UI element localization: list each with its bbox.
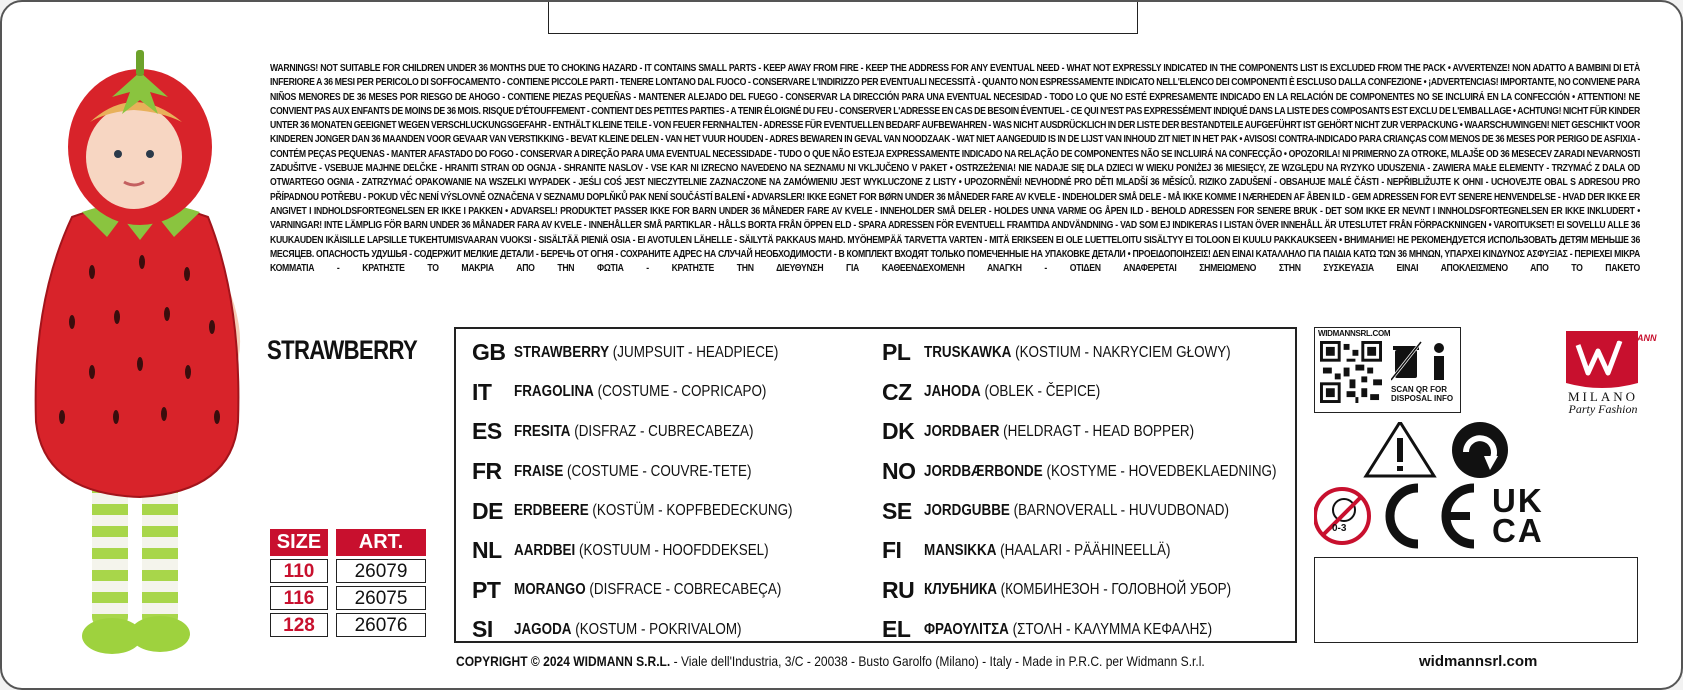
translated-names-box [454,327,1297,643]
lang-row-cz [882,373,1344,413]
lang-name: MORANGO [514,581,586,599]
lang-code: FI [882,537,902,564]
size-value: 116 [270,586,328,610]
art-value: 26079 [336,559,426,583]
lang-code: NO [882,458,916,485]
lang-code: FR [472,458,502,485]
ukca-line2: CA [1492,512,1544,549]
lang-code: RU [882,576,915,603]
lang-name: JAGODA [514,620,572,638]
lang-name: FRESITA [514,422,571,440]
lang-row-fi [882,531,1344,571]
lang-desc: (КОМБИНЕЗОН - ГОЛОВНОЙ УБОР) [996,581,1232,599]
lang-code: EL [882,616,911,643]
lang-code: IT [472,378,492,405]
lang-row-pl [882,333,1344,373]
product-title: STRAWBERRY [267,335,418,365]
lang-desc: (HAALARI - PÄÄHINEELLÄ) [996,541,1171,559]
art-value: 26076 [336,613,426,637]
lang-code: PL [882,339,911,366]
website-link[interactable]: widmannsrl.com [1419,653,1538,670]
lang-name: TRUSKAWKA [924,343,1012,361]
lang-name: JORDBÆRBONDE [924,462,1043,480]
lang-row-pt [472,571,846,611]
lang-desc: (COSTUME - COUVRE-TETE) [563,462,752,480]
copyright-line [456,653,1205,669]
size-header: SIZE [270,529,328,556]
lang-row-se [882,491,1344,531]
lang-row-gb [472,333,846,373]
art-header: ART. [336,529,426,556]
lang-desc: (KOSTIUM - NAKRYCIEM GŁOWY) [1011,343,1231,361]
age-label: 0-3 [1332,523,1347,534]
lang-code: DK [882,418,915,445]
qr-scan-caption [1391,385,1453,403]
ukca-mark [1492,482,1544,549]
lang-desc: (DISFRAZ - CUBRECABEZA) [570,422,754,440]
lang-row-no [882,452,1344,492]
lang-code: CZ [882,378,912,405]
size-row [270,613,426,637]
ce-mark-icon [1390,488,1474,544]
lang-code: DE [472,497,503,524]
lang-code: SI [472,616,493,643]
size-row [270,559,426,583]
ukca-line1: UK [1492,482,1544,519]
warning-triangle-icon [1366,422,1434,476]
lang-name: ΦΡΑΟΥΛΙΤΣΑ [924,620,1009,638]
names-column-right [882,333,1347,650]
qr-code-icon [1320,341,1382,403]
lang-name: MANSIKKA [924,541,997,559]
size-value: 128 [270,613,328,637]
logo-tagline-text: Party Fashion [1568,402,1638,416]
lang-name: КЛУБНИКА [924,581,997,599]
qr-scan-line2: DISPOSAL INFO [1391,394,1454,403]
child-strawberry-costume-image [12,42,267,672]
bin-disposal-icon [1391,340,1457,384]
lang-row-el [882,610,1344,650]
lang-desc: (HELDRAGT - HEAD BOPPER) [999,422,1195,440]
copyright-address: - Viale dell'Industria, 3/C - 20038 - Busto Garolfo (Milano) - Italy - Made in P.R.C. per Widmann S.r.l. [670,653,1205,669]
names-column-left [472,333,846,650]
lang-name: FRAISE [514,462,564,480]
lang-row-si [472,610,846,650]
lang-name: JAHODA [924,383,981,401]
lang-desc: (KOSTÜM - KOPFBEDECKUNG) [588,502,793,520]
qr-url-text: WIDMANNSRL.COM [1318,329,1391,338]
lang-desc: (DISFRACE - COBRECABEÇA) [585,581,782,599]
lang-name: STRAWBERRY [514,343,610,361]
size-table [270,529,426,637]
lang-name: FRAGOLINA [514,383,594,401]
lang-row-ru [882,571,1344,611]
blank-label-box [1314,557,1638,643]
lang-desc: (KOSTUM - POKRIVALOM) [571,620,742,638]
lang-desc: (OBLEK - ČEPICE) [980,383,1101,401]
lang-desc: (ΣΤΟΛΗ - ΚΑΛΥΜΜΑ ΚΕΦΑΛΗΣ) [1008,620,1213,638]
size-value: 110 [270,559,328,583]
lang-code: GB [472,339,506,366]
safety-warnings-text: WARNINGS! NOT SUITABLE FOR CHILDREN UNDER 36 MONTHS DUE TO CHOKING HAZARD - IT CONTAINS SMALL PARTS - KEEP AWAY FROM FIRE - KEEP THE ADDRESS FOR ANY EVENTUAL NEED - WHAT NOT EXPRESSLY INDICATED IN THE COMPONENTS LIST IS EXCLUDED FROM THE PACK • AVVERTENZE! NON ADATTO A BAMBINI DI ETÀ INFERIORE A 36 MESI PER PERICOLO DI SOFFOCAMENTO - CONTIENE PICCOLE PARTI - TENERE LONTANO DAL FUOCO - CONSERVARE L'INDIRIZZO PER EVENTUALI NECESSITÀ - QUANTO NON ESPRESSAMENTE INDICATO NELL'ELENCO DEI COMPONENTI È ESCLUSO DALLA CONFEZIONE • ¡ADVERTENCIAS! IMPORTANTE, NO CONVIENE PARA NIÑOS MENORES DE 36 MESES POR RIESGO DE AHOGO - CONTIENE PIEZAS PEQUEÑAS - MANTENER ALEJADO DEL FUEGO - CONSERVAR LA DIRECCIÓN PARA UNA EVENTUAL NECESIDAD - TODO LO QUE NO ESTÉ EXPRESAMENTE INDICADO EN LA RELACIÓN DE COMPONENTES NO SE INCLUIRÁ EN LA CONFECCIÓN • ATTENTION! NE CONVIENT PAS AUX ENFANTS DE MOINS DE 36 MOIS. RISQUE D'ÉTOUFFEMENT - CONTIENT DES PETITES PARTIES - A TENIR ÉLOIGNÉ DU FEU - CONSERVER L'ADRESSE EN CAS DE BESOIN ÉVENTUEL - CE QUI N'EST PAS EXPRESSÉMENT INDIQUÉ DANS LA LISTE DES COMPOSANTS EST EXCLU DE L'EMBALLAGE • ACHTUNG! NICHT FÜR KINDER UNTER 36 MONATEN GEEIGNET WEGEN VERSCHLUCKUNGSGEFAHR - ENTHÄLT KLEINE TEILE - VON FEUER FERNHALTEN - ADRESSE FÜR EVENTUELLEN BEDARF AUFBEWAHREN - WAS NICHT AUSDRÜCKLICH IN DER LISTE DER BESTANDTEILE AUFGEFÜHRT IST GEHÖRT NICHT ZUR VERPACKUNG • WAARSCHUWINGEN! NIET GESCHIKT VOOR KINDEREN JONGER DAN 36 MAANDEN VOOR GEVAAR VAN VERSTIKKING - BEVAT KLEINE DELEN - VAN HET VUUR HOUDEN - ADRES BEWAREN IN GEVAL VAN NOODZAAK - WAT NIET AANGEDUID IS IN DE LIJST VAN INHOUD ZIT NIET IN HET PAK • AVISOS! CONTRA-INDICADO PARA CRIANÇAS COM MENOS DE 36 MESES POR PERIGO DE ASFIXIA - CONTÉM PEÇAS PEQUENAS - MANTER AFASTADO DO FOGO - CONSERVAR A DIREÇÃO PARA UMA EVENTUAL NECESSIDADE - TUDO O QUE NÃO ESTEJA EXPRESSAMENTE INDICADO NA RELAÇÃO DE COMPONENTES NÃO SE INCLUIRÁ NA CONFECÇÃO • OPOZORILA! NI PRIMERNO ZA OTROKE, MLAJŠE OD 36 MESECEV ZARADI NEVARNOSTI ZADUŠITVE - VSEBUJE MAJHNE DELČKE - HRANITI STRAN OD OGNJA - SHRANITE NASLOV - VSE KAR NI IZRECNO NAVEDENO NA SEZNAMU NI VKLJUČENO V PAKET • OSTRZEŻENIA! NIE NADAJE SIĘ DLA DZIECI W WIEKU PONIŻEJ 36 MIESIĘCY, ZE WZGLĘDU NA RYZYKO UDUSZENIA - ZAWIERA MAŁE ELEMENTY - TRZYMAĆ Z DALA OD OTWARTEGO OGNIA - ZATRZYMAĆ OPAKOWANIE NA WSZELKI WYPADEK - JEŚLI COŚ JEST NIECZYTELNIE ZAZNACZONE NA ZAMÓWIENIU JEST WYKLUCZONE Z LISTY • UPOZORNĚNÍ! NEVHODNÉ PRO DĚTI MLADŠÍ 36 MĚSÍCŮ. RIZIKO ZADUŠENÍ - OBSAHUJE MALÉ ČÁSTI - NEPŘIBLIŽUJTE K OHNI - UCHOVEJTE OBAL S ADRESOU PRO PŘÍPADNOU POTŘEBU - POKUD VĚC NENÍ VÝSLOVNĚ OZNAČENA V SEZNAMU DOPLŇKŮ PAK NENÍ SOUČÁSTÍ BALENÍ • ADVARSLER! IKKE EGNET FOR BØRN UNDER 36 MÅNEDER FARE AV KVELE - INDEHOLDER SMÅ DELE - MÅ IKKE KOMME I NÆRHEDEN AF ÅBEN ILD - GEM ADRESSEN FOR EVT SENERE HENVENDELSE - HVAD DER IKKE ER ANGIVET I INDHOLDSFORTEGNELSEN ER IKKE I PAKKEN • ADVARSEL! PRODUKTET PASSER IKKE FOR BARN UNDER 36 MÅNEDER FARE AV KVELE - INNEHOLDER SMÅ DELER - HOLDES UNNA VARME OG ÅPEN ILD - BEHOLD ADRESSEN FOR SENERE BRUK - DET SOM IKKE ER NEVNT I INNHOLDSFORTEGNELSEN ER IKKE INKLUDERT • VARNINGAR! INTE LÄMPLIG FÖR BARN UNDER 36 MÅNADER FARA AV KVELE - INNEHÅLLER SMÅ PARTIKLAR - HÅLLS BORTA FRÅN ÖPPEN ELD - SPARA ADRESSEN FÖR EVENTUELL FRAMTIDA ANDVÄNDNING - VAD SOM EJ INDIKERAS I LISTAN ÖVER INNEHÅLL ÄR UTESLUTET FRÅN FÖRPACKNINGEN • VAROITUKSET! EI SOVELLU ALLE 36 KUUKAUDEN IKÄISILLE LAPSILLE TUKEHTUMISVAARAN VUOKSI - SISÄLTÄÄ PIENIÄ OSIA - EI AVOTULEN LÄHELLE - SÄILYTÄ PAKKAUS MAHD. MYÖHEMPÄÄ TARVETTA VARTEN - MITÄ ERIKSEEN EI OLE LUETTELOITU SISÄLTYY EI TOLOON EI KUULU PAKKAUKSEEN • ВНИМАНИЕ! НЕ РЕКОМЕНДУЕТСЯ ИСПОЛЬЗОВАТЬ ДЕТЯМ МЕНЬШЕ 36 МЕСЯЦЕВ. ОПАСНОСТЬ УДУШЬЯ - СОДЕРЖИТ МЕЛКИЕ ДЕТАЛИ - БЕРЕЧЬ ОТ ОГНЯ - СОХРАНИТЕ АДРЕС НА СЛУЧАЙ НЕОБХОДИМОСТИ - В КОМПЛЕКТ ВХОДЯТ ТОЛЬКО ПОМЕЧЕННЫЕ НА УПАКОВКЕ ДЕТАЛИ • ΠΡΟΕΙΔΟΠΟΙΗΣΕΙΣ! ΔΕΝ ΕΙΝΑΙ ΚΑΤΑΛΛΗΛΟ ΓΙΑ ΠΑΙΔΙΑ ΚΑΤΩ ΤΩΝ 36 ΜΗΝΩΝ, ΥΠΑΡΧΕΙ ΚΙΝΔΥΝΟΣ ΑΣΦΥΞΙΑΣ - ΠΕΡΙΕΧΕΙ ΜΙΚΡΑ ΚΟΜΜΑΤΙΑ - ΚΡΑΤΗΣΤΕ ΤΟ ΜΑΚΡΙΑ ΑΠΟ ΤΗΝ ΦΩΤΙΑ - ΚΡΑΤΗΣΤΕ ΤΗΝ ΔΙΕΥΘΥΝΣΗ ΓΙΑ ΚΑΘΕΕΝΔΕΧΟΜΕΝΗ ΑΝΑΓΚΗ - ΟΤΙΔΕΝ ΑΝΑΦΕΡΕΤΑΙ ΣΗΜΕΙΩΜΕΝΟ ΣΤΗΝ ΣΥΣΚΕΥΑΣΙΑ ΕΙΝΑΙ ΑΠΟΚΛΕΙΣΜΕΝΟ ΑΠΟ ΤΟ ΠΑΚΕΤΟ [270,63,1640,275]
logo-brand-text: WIDMANN [1612,333,1657,343]
lang-name: JORDGUBBE [924,502,1010,520]
lang-row-dk [882,412,1344,452]
qr-disposal-box [1314,327,1461,413]
lang-desc: (COSTUME - COPRICAPO) [593,383,767,401]
top-window-box [548,0,1138,34]
lang-row-fr [472,452,846,492]
lang-desc: (JUMPSUIT - HEADPIECE) [609,343,779,361]
lang-desc: (BARNOVERALL - HUVUDBONAD) [1009,502,1229,520]
copyright-bold: COPYRIGHT © 2024 WIDMANN S.R.L. [456,653,671,669]
age-restriction-icon [1315,489,1369,543]
lang-desc: (KOSTYME - HOVEDBEKLAEDNING) [1042,462,1277,480]
lang-name: AARDBEI [514,541,576,559]
lang-code: SE [882,497,912,524]
qr-scan-line1: SCAN QR FOR [1391,385,1447,394]
art-value: 26075 [336,586,426,610]
size-row [270,586,426,610]
lang-row-es [472,412,846,452]
logo-milano-text: MILANO [1568,389,1638,404]
lang-row-nl [472,531,846,571]
lang-name: JORDBAER [924,422,1000,440]
lang-desc: (KOSTUUM - HOOFDDEKSEL) [575,541,769,559]
lang-code: PT [472,576,501,603]
lang-row-it [472,373,846,413]
lang-name: ERDBEERE [514,502,589,520]
recycle-arrow-icon [1452,422,1508,478]
lang-code: ES [472,418,502,445]
lang-row-de [472,491,846,531]
lang-code: NL [472,537,502,564]
